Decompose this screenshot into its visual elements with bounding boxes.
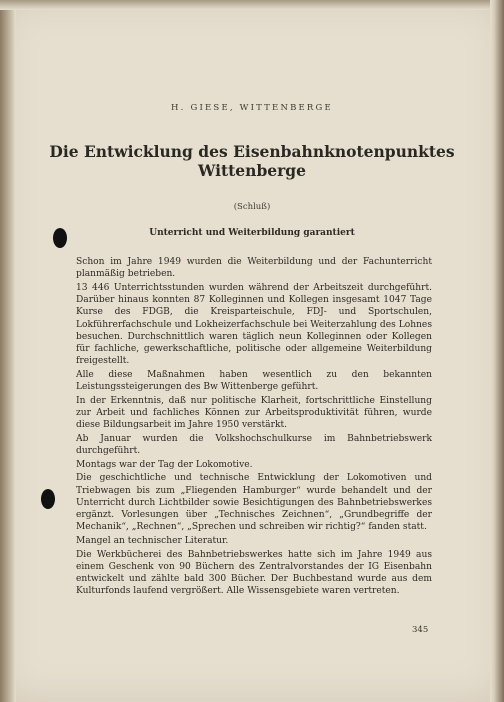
article-subtitle: (Schluß) [233,202,271,212]
page-edge-top [0,0,504,10]
paragraph: 13 446 Unterrichtsstunden wurden während der Arbeitszeit durchgeführt. Darüber hinaus konnten 87 Kolleginnen und Kollegen insgesamt 1047 Tage Kurse des FDGB, die Kreisparteischule, FDJ- und Sportschulen, Lokführerfachschule und Lokheizerfachschule bei Weiterzahlung des Lohnes besuchen. Durchschnittlich waren täglich neun Kolleginnen oder Kollegen für fachliche, gewerkschaftliche, politische oder allgemeine Weiterbildung freigestellt. [76,282,432,367]
paragraph: Montags war der Tag der Lokomotive. [76,459,253,470]
paragraph: Schon im Jahre 1949 wurden die Weiterbildung und der Fachunterricht planmäßig betrieben. [76,257,432,280]
page-number: 345 [412,625,429,635]
paragraph: Ab Januar wurden die Volkshochschulkurse im Bahnbetriebswerk durchgeführt. [76,433,432,457]
paragraph: Die geschichtliche und technische Entwicklung der Lokomotiven und Triebwagen bis zum „Fliegenden Hamburger“ wurde behandelt und der Unterricht durch Lichtbilder sowie Besichtigungen des Bahnbetriebswerkes ergänzt. Vorlesungen über „Technisches Zeichnen“, „Grundbegriffe der Mechanik“, „Rechnen“, „Sprechen und schreiben wir richtig?“ fanden statt. [76,473,432,533]
paragraph: Die Werkbücherei des Bahnbetriebswerkes hatte sich im Jahre 1949 aus einem Geschenk von 90 Büchern des Zentralvorstandes der IG Eisenbahn entwickelt und zählte bald 300 Bücher. Der Buchbestand wurde aus dem Kulturfonds laufend vergrößert. Alle Wissensgebiete waren vertreten. [76,549,432,597]
section-heading: Unterricht und Weiterbildung garantiert [149,228,355,238]
article-body [76,256,432,599]
article-title: Die Entwicklung des Eisenbahnknotenpunktes Wittenberge [49,142,455,180]
paragraph: Alle diese Maßnahmen haben wesentlich zu den bekannten Leistungssteigerungen des Bw Wittenberge geführt. [76,369,432,393]
author-line: H. GIESE, WITTENBERGE [171,103,333,113]
punch-hole-bottom [41,489,55,509]
paragraph: Mangel an technischer Literatur. [76,535,229,546]
paragraph: In der Erkenntnis, daß nur politische Klarheit, fortschrittliche Einstellung zur Arbeit und fachliches Können zur Arbeitsproduktivität führen, wurde diese Bildungsarbeit im Jahre 1950 verstärkt. [76,395,432,431]
